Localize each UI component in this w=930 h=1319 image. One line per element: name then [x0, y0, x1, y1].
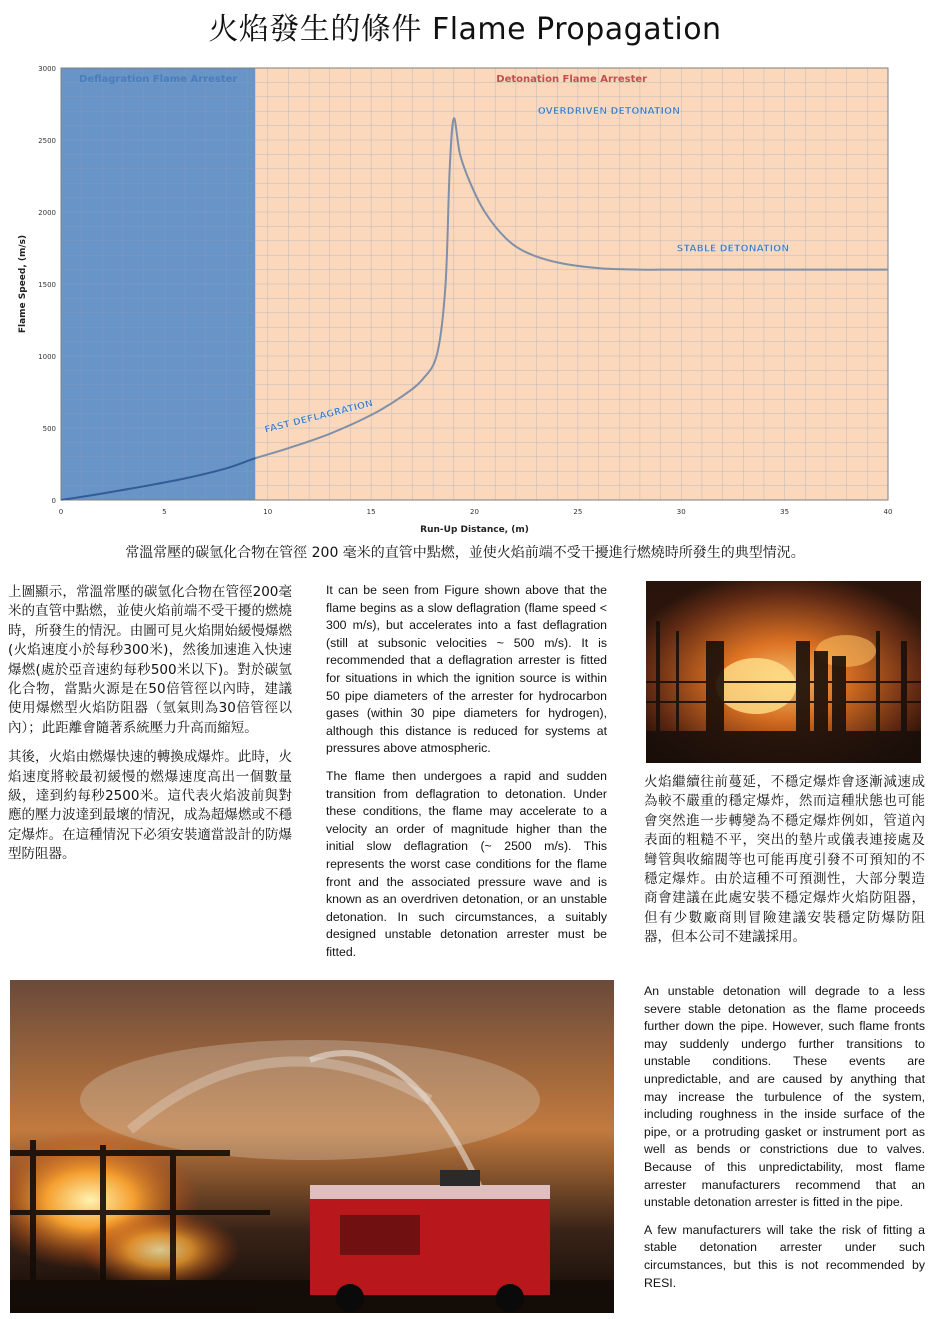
y-tick-label: 1500 — [38, 281, 56, 289]
refinery-fire-photo — [646, 581, 921, 763]
annotation-label: FAST DEFLAGRATION — [263, 398, 375, 436]
y-tick-label: 2500 — [38, 137, 56, 145]
y-axis-label: Flame Speed, (m/s) — [18, 234, 28, 334]
x-tick-label: 20 — [470, 508, 479, 516]
zh-text-left — [8, 583, 292, 865]
page-title: 火焰發生的條件 Flame Propagation — [208, 12, 722, 47]
x-tick-label: 15 — [366, 508, 376, 516]
en-paragraph-2: The flame then undergoes a rapid and sudden transition from deflagration to detonation. Under these conditions, the flame may accelerate to a velocity an order of magnitude higher than the initial slow deflagration (~ 2500 m/s). This represents the worst case conditions for the flame front and the associated pressure wave and is known as an overdriven detonation, or an unstable detonation. In such circumstances, a suitably designed unstable detonation arrester must be fitted. — [326, 768, 607, 959]
x-tick-label: 25 — [573, 508, 583, 516]
chart-caption: 常溫常壓的碳氫化合物在管徑 200 毫米的直管中點燃，並使火焰前端不受干擾進行燃燒時所發生的典型情況。 — [125, 545, 805, 561]
zh-paragraph-1: 上圖顯示，常溫常壓的碳氫化合物在管徑200毫米的直管中點燃，並使火焰前端不受干擾的燃燒時，所發生的情況。由圖可見火焰開始緩慢爆燃(火焰速度小於每秒300米)，然後加速進入快速爆燃(處於亞音速約每秒500米以下)。對於碳氫化合物，當點火源是在50倍管徑以內時，建議使用爆燃型火焰防阻器（氫氣則為30倍管徑以內）；此距離會隨著系統壓力升高而縮短。 — [8, 584, 292, 736]
x-tick-label: 10 — [263, 508, 273, 516]
zh-text-right: 火焰繼續往前蔓延，不穩定爆炸會逐漸減速成為較不嚴重的穩定爆炸，然而這種狀態也可能會突然進一步轉變為不穩定爆炸例如，管道內表面的粗糙不平，突出的墊片或儀表連接處及彎管與收縮閥等也可能再度引發不可預知的不穩定爆炸。由於這種不可預測性，大部分製造商會建議在此處安裝不穩定爆炸火焰防阻器，但有少數廠商則冒險建議安裝穩定防爆防阻器，但本公司不建議採用。 — [644, 774, 925, 946]
region-label: Deflagration Flame Arrester — [79, 74, 238, 85]
region-label: Detonation Flame Arrester — [496, 74, 648, 85]
y-tick-label: 3000 — [38, 65, 56, 73]
y-tick-label: 500 — [42, 425, 56, 433]
firefighting-photo — [10, 980, 614, 1313]
x-tick-label: 30 — [676, 508, 686, 516]
x-tick-label: 40 — [883, 508, 893, 516]
en-text-right — [644, 983, 925, 1292]
annotation-label: STABLE DETONATION — [676, 243, 790, 255]
y-tick-label: 2000 — [38, 209, 56, 217]
x-axis-label: Run-Up Distance, (m) — [420, 525, 529, 535]
y-tick-label: 1000 — [38, 353, 56, 361]
flame-speed-chart — [0, 58, 930, 540]
x-tick-label: 0 — [58, 508, 64, 516]
annotation-label: OVERDRIVEN DETONATION — [537, 106, 681, 118]
x-tick-label: 5 — [162, 508, 167, 516]
y-tick-label: 0 — [51, 497, 56, 505]
en-paragraph-3: An unstable detonation will degrade to a less severe stable detonation as the flame proceeds further down the pipe. However, such flame fronts may suddenly undergo further transitions to unstable conditions. These events are unpredictable, and are caused by anything that may increase the turbulence of the system, including roughness in the inside surface of the pipe, or a protruding gasket or instrument port as well as bends or constrictions due to valves. Because of this unpredictability, most flame arrester manufacturers recommend that an unstable detonation arrester is fitted in the pipe. — [644, 984, 925, 1210]
zh-paragraph-2: 其後，火焰由燃爆快速的轉換成爆炸。此時，火焰速度將較最初緩慢的燃爆速度高出一個數量級，達到約每秒2500米。這代表火焰波前與對應的壓力波達到最壞的情況，成為超爆燃或不穩定爆炸。在這種情況下必須安裝適當設計的防爆型防阻器。 — [8, 749, 292, 863]
en-text-middle — [326, 582, 607, 961]
en-paragraph-4: A few manufacturers will take the risk of fitting a stable detonation arrester under such circumstances, but this is not recommended by RESI. — [644, 1222, 925, 1290]
x-tick-label: 35 — [780, 508, 790, 516]
en-paragraph-1: It can be seen from Figure shown above that the flame begins as a slow deflagration (flame speed < 300 m/s), but accelerates into a fast deflagration (still at subsonic velocities ~ 500 m/s). It is recommended that a deflagration arrester is fitted for situations in which the ignition source is within 50 pipe diameters of the arrester for hydrocarbon gases (within 30 pipe diameters for hydrogen), although this distance is reduced for systems at pressures above atmospheric. — [326, 583, 607, 756]
